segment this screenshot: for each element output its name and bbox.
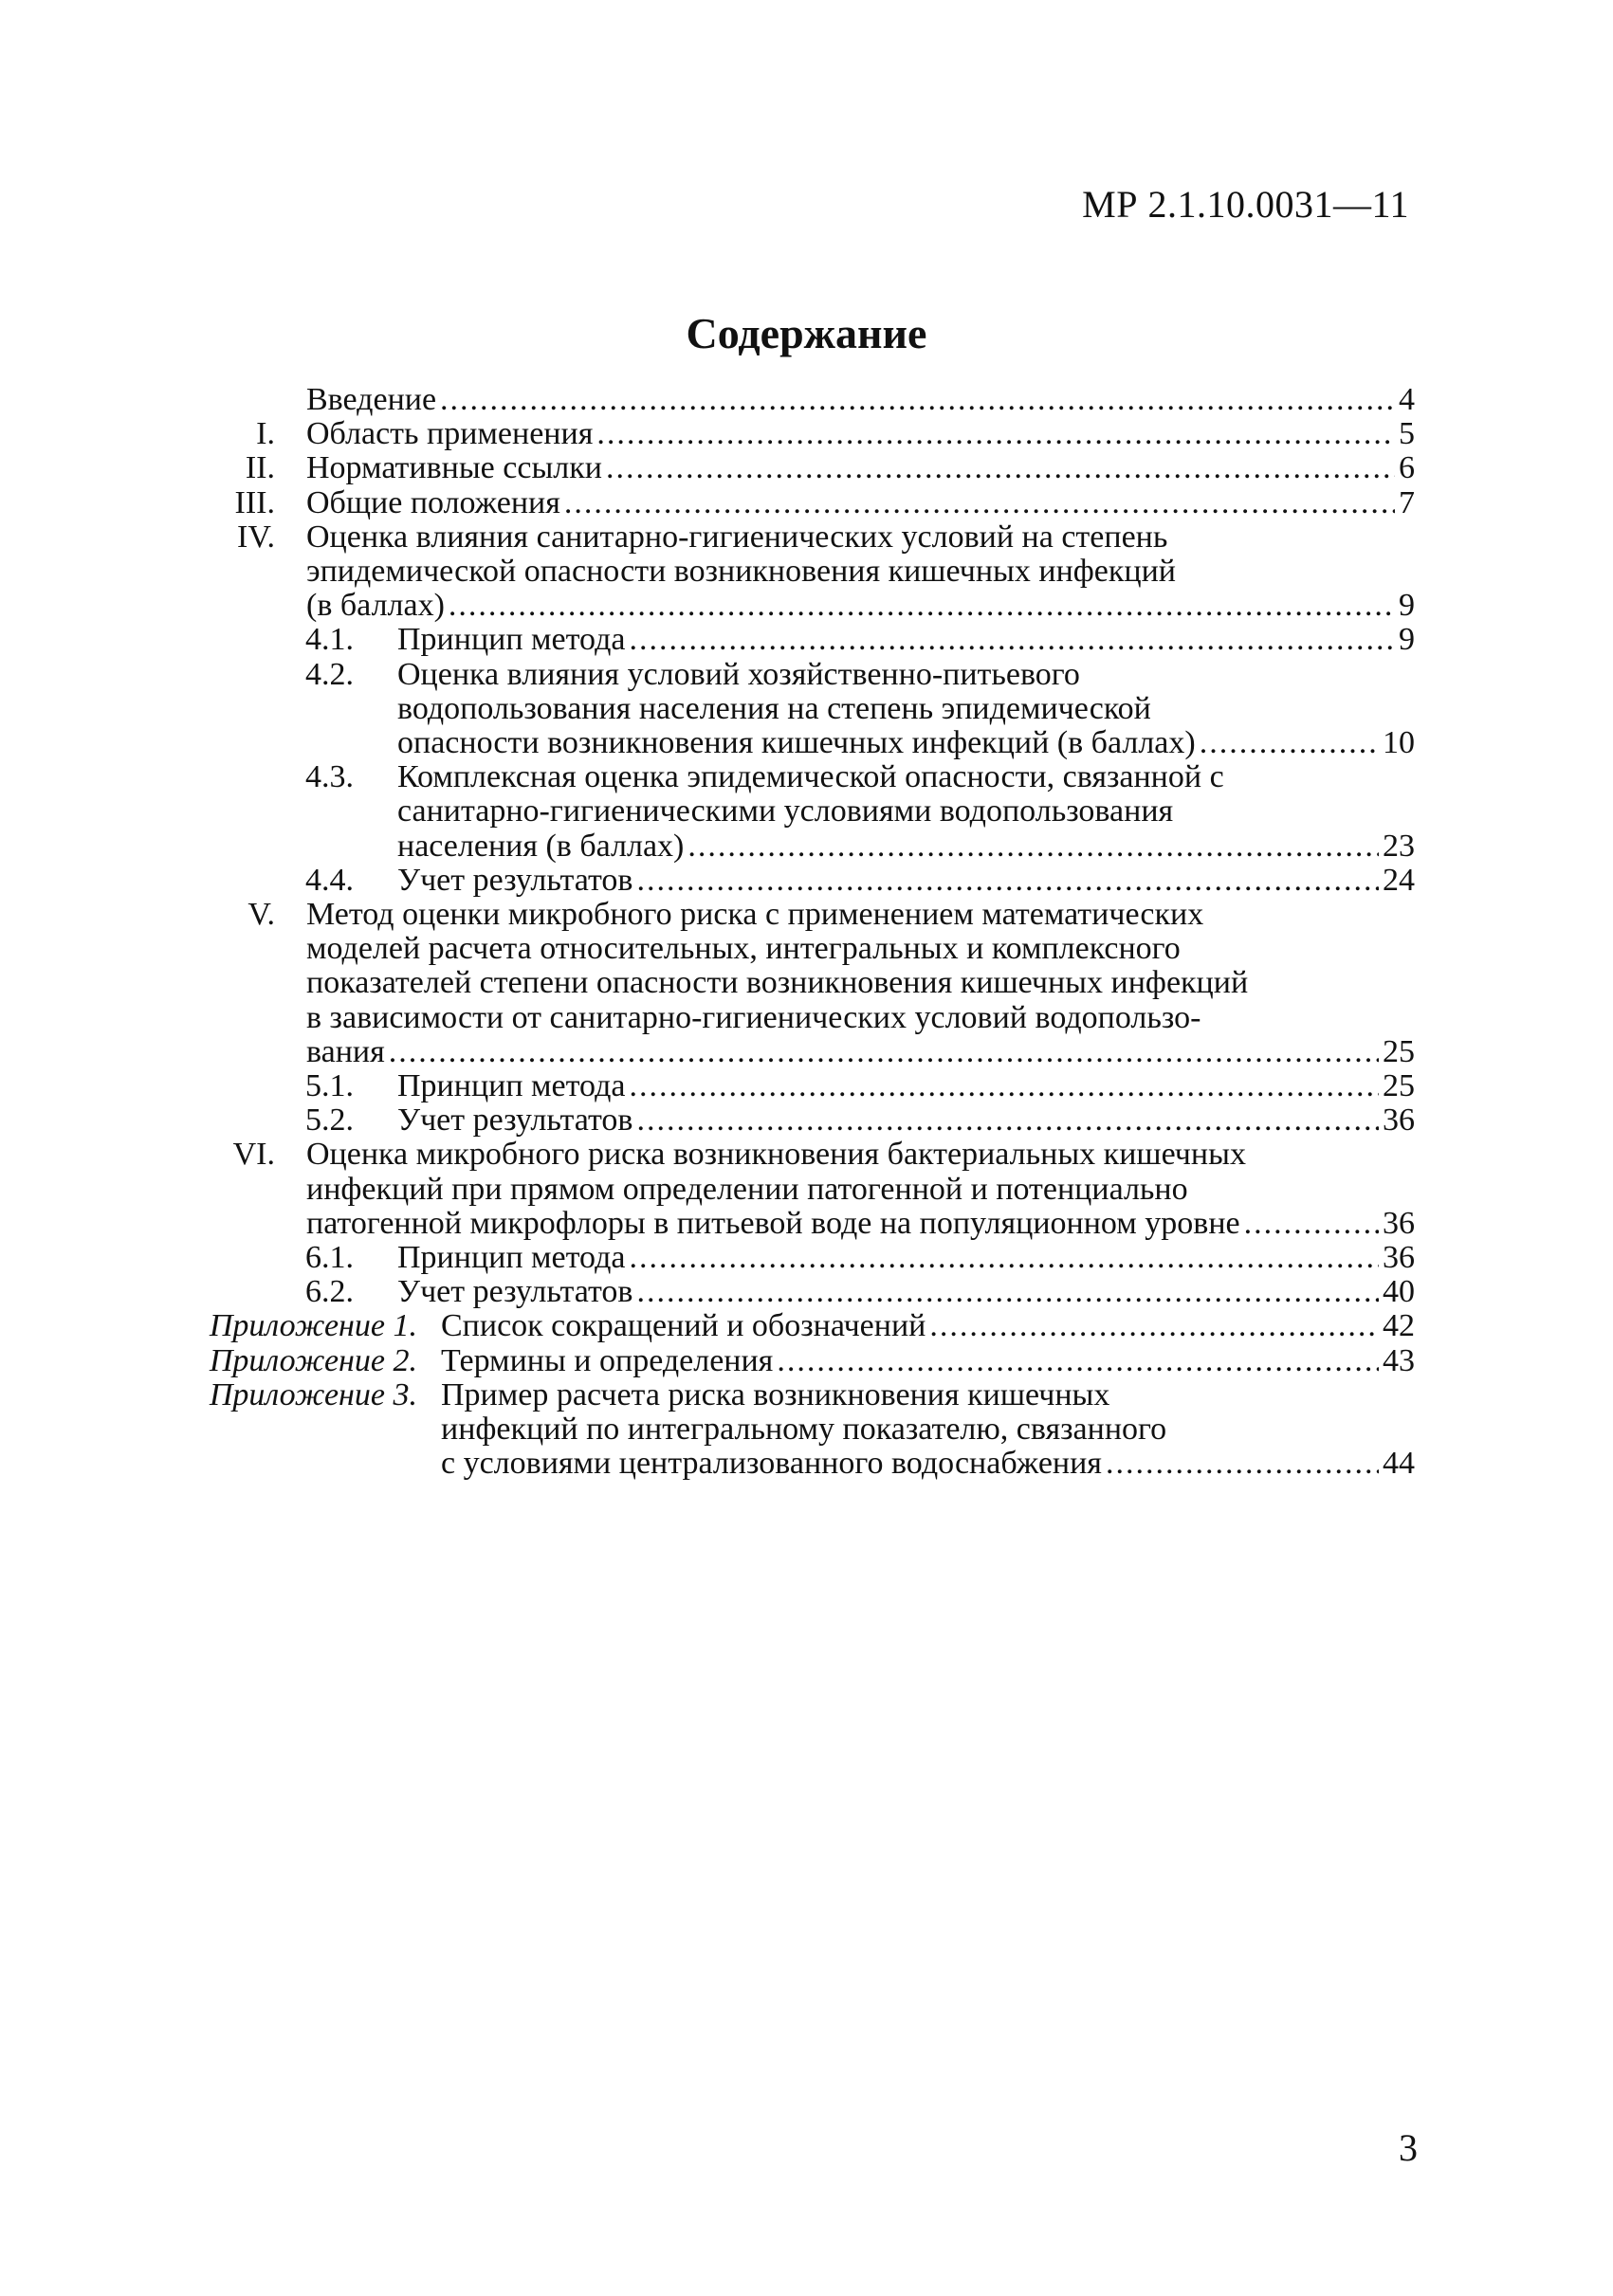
toc-entry-number: IV. bbox=[237, 519, 275, 555]
toc-entry-line bbox=[441, 1307, 1415, 1345]
toc-entry-number: 5.1. bbox=[305, 1068, 354, 1103]
toc-dot-leader bbox=[687, 828, 1379, 866]
toc-entry-number: 4.3. bbox=[305, 759, 354, 795]
toc-entry-line: Оценка влияния санитарно-гигиенических условий на степень bbox=[306, 519, 1168, 555]
page-number: 3 bbox=[1399, 2126, 1418, 2169]
toc-entry-title: Учет результатов bbox=[397, 1102, 633, 1139]
toc-entry-line: моделей расчета относительных, интегральных и комплексного bbox=[306, 931, 1181, 967]
toc-entry-number: Приложение 3. bbox=[209, 1376, 417, 1412]
toc-dot-leader bbox=[629, 1067, 1379, 1105]
toc-entry-line bbox=[441, 1445, 1415, 1483]
toc-entry-number: 5.2. bbox=[305, 1102, 354, 1139]
toc-entry-title: с условиями централизованного водоснабжения bbox=[441, 1446, 1102, 1482]
toc-entry-line bbox=[306, 1205, 1415, 1243]
toc-dot-leader bbox=[449, 587, 1395, 625]
toc-entry-line: инфекций по интегральному показателю, связанного bbox=[441, 1412, 1167, 1447]
toc-entry-line bbox=[306, 587, 1415, 625]
toc-entry-line: показателей степени опасности возникновения кишечных инфекций bbox=[306, 965, 1249, 1001]
toc-dot-leader bbox=[1244, 1205, 1379, 1243]
toc-entry-number: Приложение 2. bbox=[209, 1342, 417, 1378]
toc-entry-line: Оценка микробного риска возникновения бактериальных кишечных bbox=[306, 1137, 1246, 1173]
toc-entry-title: вания bbox=[306, 1033, 385, 1069]
toc-entry-line: Пример расчета риска возникновения кишечных bbox=[441, 1376, 1110, 1412]
toc-entry-title: Общие положения bbox=[306, 484, 560, 520]
toc-dot-leader bbox=[1106, 1445, 1379, 1483]
toc-dot-leader bbox=[389, 1033, 1379, 1071]
toc-entry-number: 4.1. bbox=[305, 622, 354, 658]
toc-entry-line bbox=[397, 621, 1415, 659]
toc-entry-page: 24 bbox=[1383, 862, 1415, 898]
toc-entry-title: Термины и определения bbox=[441, 1342, 774, 1378]
toc-entry-title: Область применения bbox=[306, 416, 594, 452]
toc-entry-line: Оценка влияния условий хозяйственно-питьевого bbox=[397, 656, 1080, 692]
toc-entry-line: эпидемической опасности возникновения кишечных инфекций bbox=[306, 554, 1176, 589]
toc-entry-line bbox=[306, 1033, 1415, 1071]
toc-entry-line bbox=[397, 862, 1415, 900]
toc-entry-line bbox=[306, 449, 1415, 487]
toc-dot-leader bbox=[596, 415, 1395, 453]
toc-entry-line bbox=[306, 415, 1415, 453]
toc-entry-title: Учет результатов bbox=[397, 1274, 633, 1310]
toc-entry-line: в зависимости от санитарно-гигиенических условий водопользо- bbox=[306, 999, 1201, 1035]
toc-dot-leader bbox=[636, 1102, 1379, 1139]
toc-entry-page: 43 bbox=[1383, 1342, 1415, 1378]
toc-entry-title: Принцип метода bbox=[397, 1068, 626, 1103]
toc-entry-page: 23 bbox=[1383, 828, 1415, 864]
toc-entry-page: 9 bbox=[1399, 622, 1415, 658]
toc-entry-title: населения (в баллах) bbox=[397, 828, 685, 864]
toc-entry-line: инфекций при прямом определении патогенной и потенциально bbox=[306, 1171, 1188, 1207]
toc-dot-leader bbox=[777, 1342, 1379, 1380]
toc-entry-line: водопользования населения на степень эпидемической bbox=[397, 690, 1151, 726]
toc-entry-line bbox=[441, 1342, 1415, 1380]
toc-dot-leader bbox=[606, 449, 1395, 487]
document-code: МР 2.1.10.0031—11 bbox=[1082, 183, 1409, 226]
toc-entry-title: Учет результатов bbox=[397, 862, 633, 898]
toc-entry-number: VI. bbox=[232, 1137, 275, 1173]
toc-dot-leader bbox=[564, 484, 1395, 522]
toc-entry-line bbox=[397, 1067, 1415, 1105]
toc-title: Содержание bbox=[686, 309, 927, 357]
toc-entry-page: 44 bbox=[1383, 1446, 1415, 1482]
toc-entry-number: II. bbox=[245, 450, 275, 486]
toc-entry-page: 36 bbox=[1383, 1205, 1415, 1241]
toc-entry-line bbox=[397, 1102, 1415, 1139]
toc-dot-leader bbox=[636, 862, 1379, 900]
toc-entry-line: санитарно-гигиеническими условиями водопользования bbox=[397, 793, 1174, 829]
toc-entry-number: 4.4. bbox=[305, 862, 354, 898]
toc-entry-line bbox=[306, 381, 1415, 419]
toc-entry-page: 9 bbox=[1399, 588, 1415, 624]
toc-entry-line: Комплексная оценка эпидемической опасности, связанной с bbox=[397, 759, 1224, 795]
toc-entry-page: 36 bbox=[1383, 1240, 1415, 1275]
toc-entry-number: 6.1. bbox=[305, 1240, 354, 1275]
toc-entry-number: 4.2. bbox=[305, 656, 354, 692]
toc-entry-page: 6 bbox=[1399, 450, 1415, 486]
toc-entry-page: 7 bbox=[1399, 484, 1415, 520]
toc-dot-leader bbox=[629, 621, 1395, 659]
toc-entry-number: I. bbox=[256, 416, 275, 452]
toc-entry-line bbox=[397, 1273, 1415, 1311]
toc-entry-title: опасности возникновения кишечных инфекций (в баллах) bbox=[397, 725, 1196, 760]
toc-entry-page: 36 bbox=[1383, 1102, 1415, 1139]
toc-dot-leader bbox=[929, 1307, 1379, 1345]
toc-entry-title: Список сокращений и обозначений bbox=[441, 1308, 926, 1344]
toc-entry-title: (в баллах) bbox=[306, 588, 445, 624]
toc-entry-page: 25 bbox=[1383, 1033, 1415, 1069]
toc-entry-title: Введение bbox=[306, 382, 437, 417]
toc-entry-page: 40 bbox=[1383, 1274, 1415, 1310]
toc-entry-page: 5 bbox=[1399, 416, 1415, 452]
toc-entry-number: III. bbox=[234, 484, 275, 520]
toc-dot-leader bbox=[440, 381, 1395, 419]
toc-entry-title: патогенной микрофлоры в питьевой воде на популяционном уровне bbox=[306, 1205, 1240, 1241]
toc-entry-page: 10 bbox=[1383, 725, 1415, 760]
toc-entry-title: Нормативные ссылки bbox=[306, 450, 602, 486]
toc-entry-line bbox=[397, 828, 1415, 866]
toc-entry-line bbox=[397, 724, 1415, 762]
toc-dot-leader bbox=[636, 1273, 1379, 1311]
toc-entry-number: 6.2. bbox=[305, 1274, 354, 1310]
toc-entry-page: 4 bbox=[1399, 382, 1415, 417]
toc-entry-line: Метод оценки микробного риска с применением математических bbox=[306, 897, 1204, 932]
toc-entry-page: 25 bbox=[1383, 1068, 1415, 1103]
toc-entry-line bbox=[397, 1239, 1415, 1277]
toc-dot-leader bbox=[629, 1239, 1379, 1277]
toc-entry-line bbox=[306, 484, 1415, 522]
toc-entry-number: V. bbox=[247, 897, 275, 932]
toc-entry-number: Приложение 1. bbox=[209, 1308, 417, 1344]
toc-entry-title: Принцип метода bbox=[397, 622, 626, 658]
toc-dot-leader bbox=[1200, 724, 1379, 762]
toc-entry-page: 42 bbox=[1383, 1308, 1415, 1344]
toc-entry-title: Принцип метода bbox=[397, 1240, 626, 1275]
